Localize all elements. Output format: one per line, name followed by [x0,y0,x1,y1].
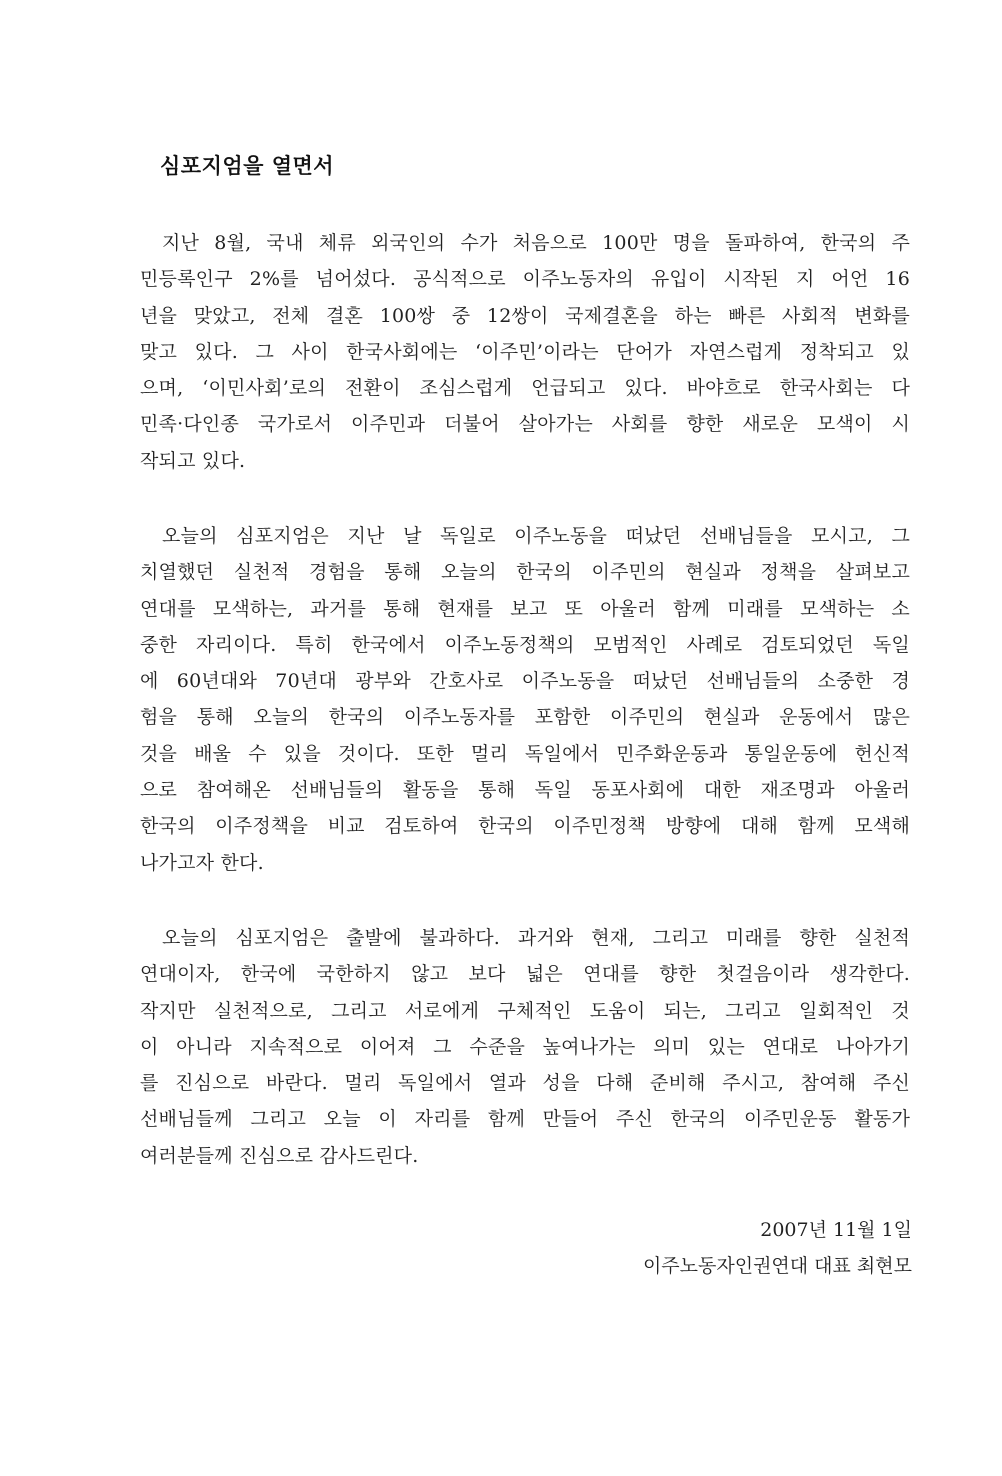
closing-date: 2007년 11월 1일 [760,1219,912,1241]
paragraph-line: 작지만 실천적으로, 그리고 서로에게 구체적인 도움이 되는, 그리고 일회적인 것 [140,999,910,1022]
paragraph-line: 작되고 있다. [140,449,246,472]
closing-signature: 이주노동자인권연대 대표 최현모 [642,1255,912,1277]
paragraph-line: 민족·다인종 국가로서 이주민과 더불어 살아가는 사회를 향한 새로운 모색이 시 [140,413,910,436]
paragraph-line: 지난 8월, 국내 체류 외국인의 수가 처음으로 100만 명을 돌파하여, 한국의 주 [162,232,910,254]
paragraph-line: 험을 통해 오늘의 한국의 이주노동자를 포함한 이주민의 현실과 운동에서 많은 [140,706,910,729]
closing-block [643,1212,912,1284]
paragraph-line: 년을 맞았고, 전체 결혼 100쌍 중 12쌍이 국제결혼을 하는 빠른 사회적 변화를 [140,304,910,327]
paragraph-line: 맞고 있다. 그 사이 한국사회에는 ‘이주민’이라는 단어가 자연스럽게 정착되고 있 [140,340,910,363]
paragraph-line: 으로 참여해온 선배님들의 활동을 통해 독일 동포사회에 대한 재조명과 아울러 [140,779,910,802]
paragraph-line: 오늘의 심포지엄은 지난 날 독일로 이주노동을 떠났던 선배님들을 모시고, 그 [162,525,910,547]
paragraph-line: 에 60년대와 70년대 광부와 간호사로 이주노동을 떠났던 선배님들의 소중한 경 [140,670,910,693]
paragraph-line: 한국의 이주정책을 비교 검토하여 한국의 이주민정책 방향에 대해 함께 모색해 [140,815,910,838]
paragraph-line: 치열했던 실천적 경험을 통해 오늘의 한국의 이주민의 현실과 정책을 살펴보고 [140,561,910,584]
paragraph-line: 나가고자 한다. [140,851,264,874]
paragraph-line: 를 진심으로 바란다. 멀리 독일에서 열과 성을 다해 준비해 주시고, 참여해 주신 [140,1072,910,1095]
document-title: 심포지엄을 열면서 [160,154,335,178]
paragraph-line: 민등록인구 2%를 넘어섰다. 공식적으로 이주노동자의 유입이 시작된 지 어언 16 [140,268,910,291]
paragraph-3 [140,920,910,1174]
paragraph-line: 것을 배울 수 있을 것이다. 또한 멀리 독일에서 민주화운동과 통일운동에 헌신적 [140,742,910,765]
paragraph-1 [140,225,910,479]
paragraph-line: 선배님들께 그리고 오늘 이 자리를 함께 만들어 주신 한국의 이주민운동 활동가 [140,1108,910,1131]
paragraph-line: 중한 자리이다. 특히 한국에서 이주노동정책의 모범적인 사례로 검토되었던 독일 [140,633,910,656]
paragraph-line: 오늘의 심포지엄은 출발에 불과하다. 과거와 현재, 그리고 미래를 향한 실천적 [162,927,910,949]
paragraph-2 [140,518,910,881]
paragraph-line: 연대이자, 한국에 국한하지 않고 보다 넓은 연대를 향한 첫걸음이라 생각한다. [140,963,910,986]
paragraph-line: 여러분들께 진심으로 감사드린다. [140,1144,419,1167]
paragraph-line: 이 아니라 지속적으로 이어져 그 수준을 높여나가는 의미 있는 연대로 나아가기 [140,1035,910,1058]
paragraph-line: 연대를 모색하는, 과거를 통해 현재를 보고 또 아울러 함께 미래를 모색하는 소 [140,597,910,620]
paragraph-line: 으며, ‘이민사회’로의 전환이 조심스럽게 언급되고 있다. 바야흐로 한국사회는 다 [140,377,910,400]
